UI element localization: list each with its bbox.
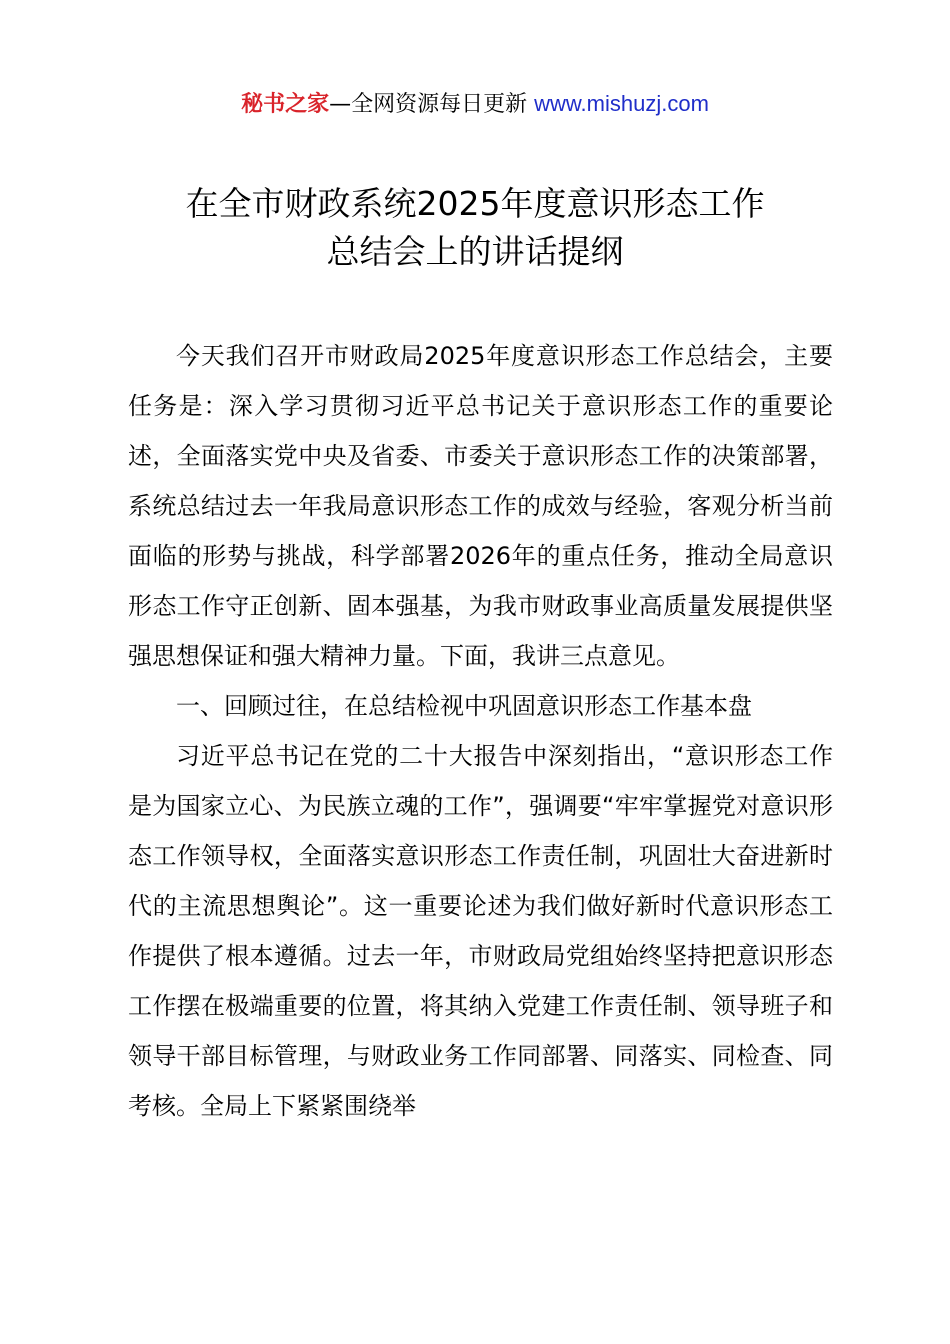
- title-line-1: 在全市财政系统2025年度意识形态工作: [185, 184, 765, 223]
- brand-name: 秘书之家: [241, 92, 330, 117]
- intro-paragraph: 今天我们召开市财政局2025年度意识形态工作总结会，主要任务是：深入学习贯彻习近平总书记关于意识形态工作的重要论述，全面落实党中央及省委、市委关于意识形态工作的决策部署，系统总结过去一年我局意识形态工作的成效与经验，客观分析当前面临的形势与挑战，科学部署2026年的重点任务，推动全局意识形态工作守正创新、固本强基，为我市财政事业高质量发展提供坚强思想保证和强大精神力量。下面，我讲三点意见。: [128, 342, 833, 670]
- header-tagline: —全网资源每日更新: [329, 92, 528, 117]
- document-title: [0, 180, 950, 276]
- site-url[interactable]: www.mishuzj.com: [534, 91, 709, 116]
- site-header: [0, 88, 950, 121]
- body-paragraph-2: 习近平总书记在党的二十大报告中深刻指出，“意识形态工作是为国家立心、为民族立魂的工作”，强调要“牢牢掌握党对意识形态工作领导权，全面落实意识形态工作责任制，巩固壮大奋进新时代的主流思想舆论”。这一重要论述为我们做好新时代意识形态工作提供了根本遵循。过去一年，市财政局党组始终坚持把意识形态工作摆在极端重要的位置，将其纳入党建工作责任制、领导班子和领导干部目标管理，与财政业务工作同部署、同落实、同检查、同考核。全局上下紧紧围绕举: [128, 742, 833, 1120]
- section-heading-1: 一、回顾过往，在总结检视中巩固意识形态工作基本盘: [176, 692, 752, 720]
- document-body: [128, 331, 833, 1131]
- title-line-2: 总结会上的讲话提纲: [326, 232, 624, 271]
